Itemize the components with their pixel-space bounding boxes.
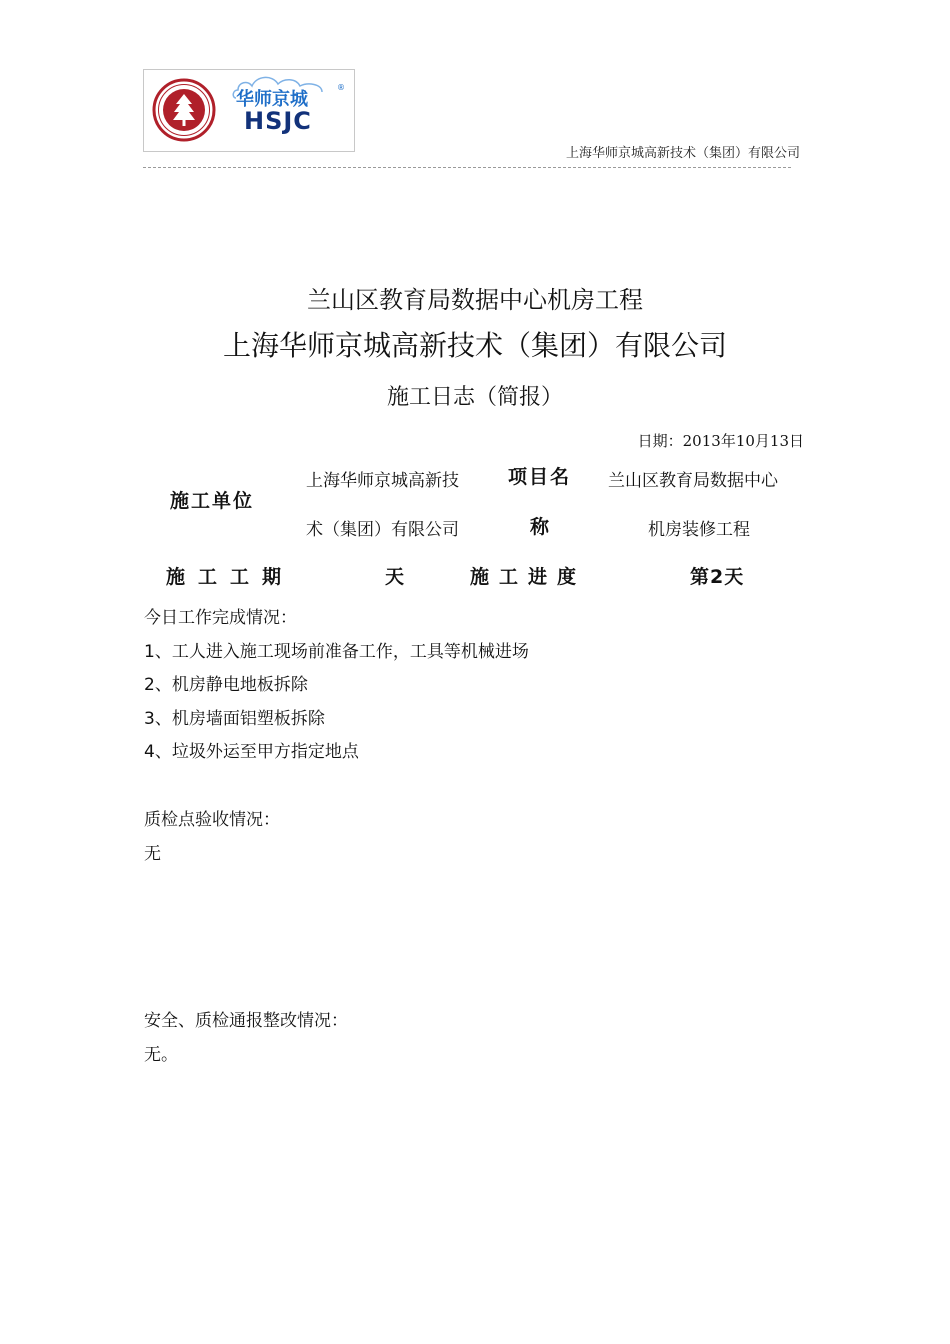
university-seal-icon [152,78,216,142]
today-work-section [144,602,529,770]
today-work-heading: 今日工作完成情况： [144,608,297,628]
quality-check-value: 无 [144,843,161,864]
list-item: 3、机房墙面铝塑板拆除 [144,708,325,729]
project-title: 兰山区教育局数据中心机房工程 [307,286,643,314]
quality-check-heading: 质检点验收情况： [144,810,280,830]
header-company: 上海华师京城高新技术（集团）有限公司 [565,146,800,161]
logo-registered-mark: ® [337,83,345,92]
logo-english-name: HSJC [244,107,312,135]
document-date: 日期：2013年10月13日 [637,432,804,450]
project-name-value-line2: 机房装修工程 [648,520,750,540]
project-name-label-line1: 项目名 [508,466,572,488]
construction-unit-value-line1: 上海华师京城高新技 [306,471,459,491]
list-item: 2、机房静电地板拆除 [144,675,308,695]
safety-rectification-heading: 安全、质检通报整改情况： [144,1011,348,1031]
safety-rectification-value: 无。 [144,1044,178,1065]
construction-period-label: 施工工期 [166,566,295,588]
project-name-value-line1: 兰山区教育局数据中心 [608,471,778,491]
construction-progress-value: 第2天 [690,566,745,588]
logo-chinese-name: 华师京城 [236,89,308,110]
construction-period-value: 天 [385,566,405,588]
quality-check-section [144,804,280,871]
document-title: 施工日志（简报） [386,385,563,410]
project-name-label-line2: 称 [530,516,550,538]
construction-progress-label: 施工进度 [470,566,587,588]
header-divider [143,167,791,168]
list-item: 1、工人进入施工现场前准备工作，工具等机械进场 [144,641,529,662]
construction-unit-label: 施工单位 [170,490,255,512]
company-title: 上海华师京城高新技术（集团）有限公司 [222,329,727,362]
safety-rectification-section [144,1005,348,1072]
list-item: 4、垃圾外运至甲方指定地点 [144,742,359,762]
header-logo [143,69,355,152]
construction-unit-value-line2: 术（集团）有限公司 [306,520,459,540]
